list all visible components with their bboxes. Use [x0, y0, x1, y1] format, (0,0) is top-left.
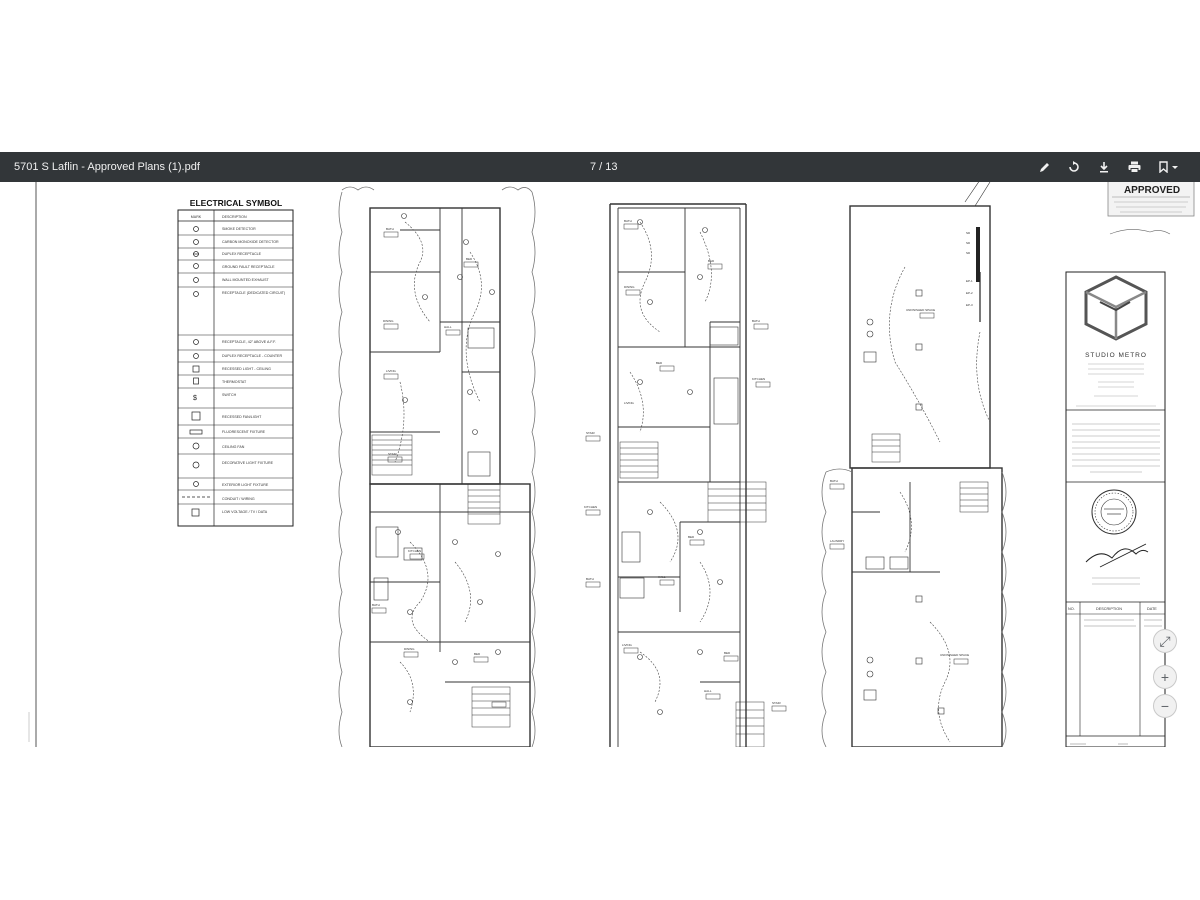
fit-to-page-button[interactable]	[1153, 629, 1177, 653]
rotate-icon[interactable]	[1064, 157, 1084, 177]
pdf-viewer[interactable]	[0, 182, 1200, 747]
download-icon[interactable]	[1094, 157, 1114, 177]
legend-row: CONDUIT / WIRING	[222, 497, 255, 501]
legend-col-mark: MARK	[190, 215, 202, 219]
legend-row: RECESSED LIGHT - CEILING	[222, 367, 271, 371]
svg-text:HALL: HALL	[658, 575, 666, 579]
floor-plan-1	[339, 187, 535, 747]
page-indicator[interactable]: 7 / 13	[590, 161, 618, 173]
legend-row: CEILING FAN	[222, 445, 245, 449]
legend-row: SMOKE DETECTOR	[222, 227, 256, 231]
legend-row: RECESSED FAN/LIGHT	[222, 415, 262, 419]
legend-col-description: DESCRIPTION	[222, 215, 247, 219]
svg-text:BATH: BATH	[752, 319, 760, 323]
title-block	[1066, 272, 1165, 747]
document-title: 5701 S Laflin - Approved Plans (1).pdf	[14, 161, 200, 173]
legend-row: SWITCH	[222, 393, 237, 397]
legend-row: LOW VOLTAGE / TV / DATA	[222, 510, 268, 514]
legend-title: ELECTRICAL SYMBOL	[189, 198, 283, 208]
svg-text:DINING: DINING	[624, 285, 635, 289]
legend-row: RECEPTACLE, 42" ABOVE A.F.F.	[222, 340, 276, 344]
studio-metro-logo	[1086, 277, 1146, 339]
pen-icon[interactable]	[1035, 157, 1055, 177]
svg-text:KITCHEN: KITCHEN	[408, 549, 422, 553]
print-icon[interactable]	[1124, 157, 1144, 177]
svg-text:BATH: BATH	[386, 227, 394, 231]
floor-plan-2	[584, 204, 786, 747]
svg-text:BATH: BATH	[586, 577, 594, 581]
legend-row: DECORATIVE LIGHT FIXTURE	[222, 461, 273, 465]
zoom-in-button[interactable]	[1153, 665, 1177, 689]
bookmark-icon[interactable]	[1156, 157, 1182, 177]
svg-text:LIVING: LIVING	[386, 369, 396, 373]
floor-plan-3	[822, 182, 1006, 747]
pdf-toolbar	[0, 152, 1200, 182]
svg-text:BED: BED	[466, 257, 473, 261]
svg-text:SD: SD	[966, 241, 971, 245]
approved-stamp	[1108, 182, 1194, 234]
legend-row: EXTERIOR LIGHT FIXTURE	[222, 483, 269, 487]
electrical-symbol-legend	[178, 198, 293, 526]
svg-text:BATH: BATH	[372, 603, 380, 607]
svg-text:BATH: BATH	[624, 219, 632, 223]
svg-text:BED: BED	[688, 535, 695, 539]
legend-row: DUPLEX RECEPTACLE - COUNTER	[222, 354, 283, 358]
legend-row: THERMOSTAT	[222, 380, 247, 384]
svg-text:BED: BED	[474, 652, 481, 656]
revision-col-no: NO.	[1068, 607, 1075, 611]
svg-text:EP-3: EP-3	[966, 303, 973, 307]
plus-icon: +	[1160, 669, 1170, 685]
svg-text:STAIR: STAIR	[586, 431, 595, 435]
svg-text:KITCHEN: KITCHEN	[752, 377, 766, 381]
svg-text:KITCHEN: KITCHEN	[584, 505, 598, 509]
zoom-out-button[interactable]	[1153, 694, 1177, 718]
svg-text:BED: BED	[708, 259, 715, 263]
svg-text:SD: SD	[966, 251, 971, 255]
revision-col-description: DESCRIPTION	[1096, 607, 1122, 611]
svg-text:UNFINISHED SPACE: UNFINISHED SPACE	[940, 653, 970, 657]
svg-text:UNFINISHED SPACE: UNFINISHED SPACE	[906, 308, 936, 312]
svg-text:$: $	[193, 395, 197, 402]
legend-row: RECEPTACLE (DEDICATED CIRCUIT)	[222, 291, 286, 295]
legend-row: DUPLEX RECEPTACLE	[222, 252, 262, 256]
svg-text:BED: BED	[724, 651, 731, 655]
revision-col-date: DATE	[1147, 607, 1157, 611]
svg-text:LIVING: LIVING	[624, 401, 634, 405]
svg-text:EP-1: EP-1	[966, 279, 973, 283]
svg-text:STAIR: STAIR	[388, 452, 397, 456]
svg-text:BED: BED	[656, 361, 663, 365]
legend-row: CARBON MONOXIDE DETECTOR	[222, 240, 279, 244]
legend-row: GROUND FAULT RECEPTACLE	[222, 265, 275, 269]
svg-text:LAUNDRY: LAUNDRY	[830, 539, 845, 543]
pdf-page	[0, 182, 1200, 747]
firm-name: STUDIO METRO	[1085, 352, 1147, 359]
svg-text:STAIR: STAIR	[772, 701, 781, 705]
fit-to-page-icon: ⤢	[1159, 632, 1171, 649]
architect-seal	[1086, 490, 1148, 584]
revision-table	[1066, 602, 1165, 744]
legend-row: FLUORESCENT FIXTURE	[222, 430, 266, 434]
legend-row: WALL MOUNTED EXHAUST	[222, 278, 269, 282]
svg-text:LIVING: LIVING	[622, 643, 632, 647]
svg-text:HALL: HALL	[444, 325, 452, 329]
svg-text:EP-2: EP-2	[966, 291, 973, 295]
minus-icon: −	[1160, 698, 1170, 714]
svg-text:BATH: BATH	[830, 479, 838, 483]
svg-text:HALL: HALL	[704, 689, 712, 693]
svg-text:DINING: DINING	[383, 319, 394, 323]
stamp-text: APPROVED	[1123, 185, 1181, 196]
svg-text:DINING: DINING	[404, 647, 415, 651]
svg-text:SD: SD	[966, 231, 971, 235]
